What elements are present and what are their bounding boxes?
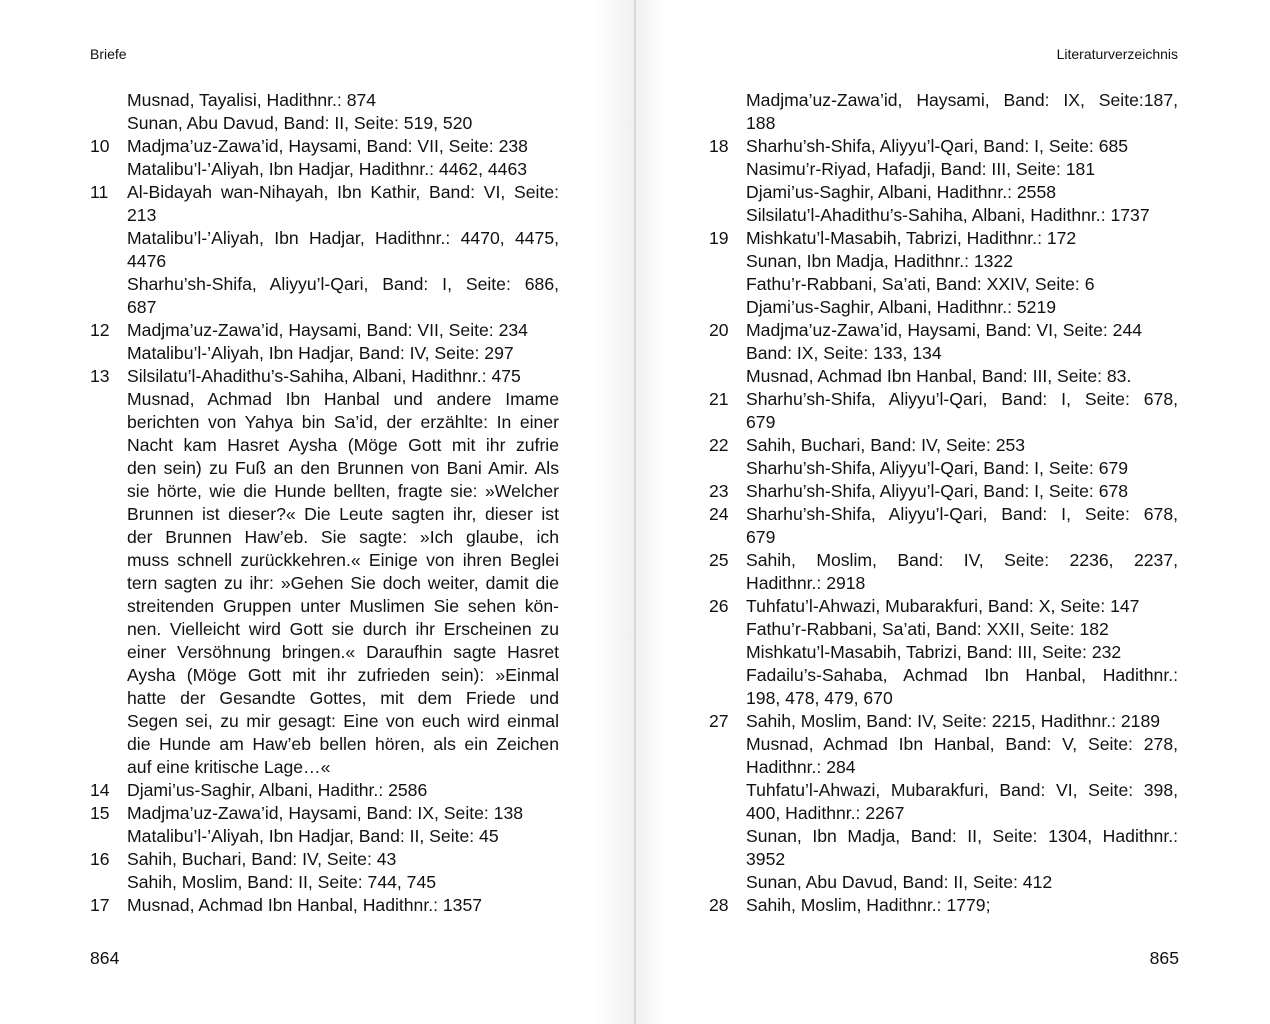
text-line: Sahih, Buchari, Band: IV, Seite: 43 [127, 849, 397, 869]
citation-text [746, 319, 1178, 388]
text-line: auf eine kritische Lage…« [127, 757, 331, 777]
footnote-number [709, 89, 746, 135]
text-line: Band: IX, Seite: 133, 134 [746, 343, 942, 363]
footnote-number: 10 [90, 136, 110, 156]
text-line: Matalibu’l-’Aliyah, Ibn Hadjar, Band: IV, Seite: 297 [127, 343, 514, 363]
text-line: Madjma’uz-Zawa’id, Haysami, Band: VII, Seite: 238 [127, 136, 528, 156]
footnote-number: 23 [709, 481, 729, 501]
text-line: Musnad, Achmad Ibn Hanbal, Hadithnr.: 1357 [127, 895, 483, 915]
citation-text [746, 480, 1178, 503]
text-line: Sahih, Moslim, Hadithnr.: 1779; [746, 895, 991, 915]
text-line: tern sagten zu ihr: »Gehen Sie doch weiter, damit die [127, 573, 559, 593]
text-line: Sunan, Abu Davud, Band: II, Seite: 412 [746, 872, 1053, 892]
text-line: Sharhu’sh-Shifa, Aliyyu’l-Qari, Band: I, Seite: 678, [746, 504, 1178, 524]
text-line: den sein) zu Fuß an den Brunnen von Bani Amir. Als [127, 458, 559, 478]
text-line: Musnad, Tayalisi, Hadithnr.: 874 [127, 90, 377, 110]
text-line: Silsilatu’l-Ahadithu’s-Sahiha, Albani, Hadithnr.: 475 [127, 366, 521, 386]
reference-entry [709, 227, 1178, 319]
text-line: 213 [127, 205, 157, 225]
footnote-number [90, 89, 127, 135]
text-line: Nacht kam Hasret Aysha (Möge Gott mit ihr zufrie [127, 435, 559, 455]
footnote-number: 27 [709, 711, 729, 731]
text-line: Aysha (Möge Gott mit ihr zufrieden sein): »Einmal [127, 665, 559, 685]
page-number: 864 [90, 948, 120, 968]
citation-text [746, 503, 1178, 549]
reference-entry [709, 319, 1178, 388]
left-page [0, 0, 634, 1024]
text-line: der Brunnen Haw’eb. Sie sagte: »Ich glaube, ich [127, 527, 559, 547]
reference-entry [709, 388, 1178, 434]
text-line: Musnad, Achmad Ibn Hanbal, Band: III, Seite: 83. [746, 366, 1132, 386]
citation-text [746, 549, 1178, 595]
footnote-number: 20 [709, 320, 729, 340]
reference-entry [90, 894, 559, 917]
text-line: nen. Vielleicht wird Gott sie durch ihr Erscheinen zu [127, 619, 559, 639]
text-line: Sharhu’sh-Shifa, Aliyyu’l-Qari, Band: I, Seite: 678, [746, 389, 1178, 409]
text-line: sie hörte, wie die Hunde bellten, fragte sie: »Welcher [127, 481, 559, 501]
text-line: Sahih, Moslim, Band: II, Seite: 744, 745 [127, 872, 437, 892]
text-line: Sharhu’sh-Shifa, Aliyyu’l-Qari, Band: I, Seite: 686, [127, 274, 559, 294]
text-line: Nasimu’r-Riyad, Hafadji, Band: III, Seite: 181 [746, 159, 1096, 179]
reference-entry [90, 779, 559, 802]
text-line: Fathu’r-Rabbani, Sa’ati, Band: XXII, Seite: 182 [746, 619, 1109, 639]
footnote-number: 15 [90, 803, 110, 823]
text-line: Musnad, Achmad Ibn Hanbal und andere Imame [127, 389, 559, 409]
text-line: 188 [746, 113, 776, 133]
text-line: berichten von Yahya bin Sa’id, der erzählte: In einer [127, 412, 559, 432]
text-line: Sharhu’sh-Shifa, Aliyyu’l-Qari, Band: I, Seite: 678 [746, 481, 1129, 501]
text-line: Sunan, Abu Davud, Band: II, Seite: 519, 520 [127, 113, 473, 133]
text-line: Segen sei, zu mir gesagt: Eine von euch wird einmal [127, 711, 559, 731]
footnote-number: 11 [90, 182, 109, 202]
text-line: 687 [127, 297, 157, 317]
footnote-number: 24 [709, 504, 729, 524]
text-line: Al-Bidayah wan-Nihayah, Ibn Kathir, Band: VI, Seite: [127, 182, 559, 202]
reference-entry [709, 549, 1178, 595]
citation-text [127, 802, 559, 848]
text-line: Djami’us-Saghir, Albani, Hadithr.: 2586 [127, 780, 428, 800]
text-line: Sahih, Buchari, Band: IV, Seite: 253 [746, 435, 1026, 455]
text-line: Mishkatu’l-Masabih, Tabrizi, Band: III, Seite: 232 [746, 642, 1122, 662]
citation-text [127, 894, 559, 917]
running-head: Briefe [90, 46, 127, 62]
text-line: Brunnen ist dieser?« Die Leute sagten ihr, dieser ist [127, 504, 559, 524]
reference-entry [709, 434, 1178, 480]
text-line: muss schnell zurückkehren.« Einige von ihren Beglei [127, 550, 559, 570]
text-line: Madjma’uz-Zawa’id, Haysami, Band: IX, Seite:187, [746, 90, 1178, 110]
footnote-number: 16 [90, 849, 110, 869]
reference-entry [90, 89, 559, 135]
footnote-number: 14 [90, 780, 110, 800]
text-line: Hadithnr.: 284 [746, 757, 856, 777]
text-line: Sharhu’sh-Shifa, Aliyyu’l-Qari, Band: I, Seite: 685 [746, 136, 1129, 156]
citation-text [746, 710, 1178, 894]
reference-entry [709, 480, 1178, 503]
text-line: Hadithnr.: 2918 [746, 573, 866, 593]
reference-entry [90, 848, 559, 894]
text-line: Matalibu’l-’Aliyah, Ibn Hadjar, Hadithnr.: 4470, 4475, [127, 228, 559, 248]
reference-list [709, 89, 1178, 917]
reference-entry [90, 135, 559, 181]
text-line: Tuhfatu’l-Ahwazi, Mubarakfuri, Band: X, Seite: 147 [746, 596, 1140, 616]
citation-text [127, 319, 559, 365]
reference-entry [90, 181, 559, 319]
footnote-number: 21 [709, 389, 729, 409]
citation-text [746, 434, 1178, 480]
citation-text [746, 135, 1178, 227]
reference-entry [709, 710, 1178, 894]
citation-text [127, 848, 559, 894]
right-page [636, 0, 1270, 1024]
text-line: Sunan, Ibn Madja, Hadithnr.: 1322 [746, 251, 1014, 271]
text-line: die Hunde am Haw’eb bellen hören, als ein Zeichen [127, 734, 559, 754]
citation-text [746, 89, 1178, 135]
text-line: einer Versöhnung bringen.« Daraufhin sagte Hasret [127, 642, 559, 662]
reference-entry [709, 894, 1178, 917]
page-number: 865 [1149, 948, 1179, 968]
text-line: Mishkatu’l-Masabih, Tabrizi, Hadithnr.: 172 [746, 228, 1077, 248]
footnote-number: 13 [90, 366, 110, 386]
citation-text [127, 89, 559, 135]
reference-list [90, 89, 559, 917]
text-line: Musnad, Achmad Ibn Hanbal, Band: V, Seite: 278, [746, 734, 1178, 754]
text-line: 679 [746, 412, 776, 432]
reference-entry [709, 595, 1178, 710]
text-line: Madjma’uz-Zawa’id, Haysami, Band: VI, Seite: 244 [746, 320, 1143, 340]
citation-text [127, 779, 559, 802]
text-line: 3952 [746, 849, 786, 869]
footnote-number: 26 [709, 596, 729, 616]
text-line: 400, Hadithnr.: 2267 [746, 803, 905, 823]
text-line: Sharhu’sh-Shifa, Aliyyu’l-Qari, Band: I, Seite: 679 [746, 458, 1129, 478]
footnote-number: 28 [709, 895, 729, 915]
reference-entry [709, 89, 1178, 135]
text-line: Silsilatu’l-Ahadithu’s-Sahiha, Albani, Hadithnr.: 1737 [746, 205, 1150, 225]
text-line: 198, 478, 479, 670 [746, 688, 893, 708]
footnote-number: 17 [90, 895, 110, 915]
footnote-number: 22 [709, 435, 729, 455]
reference-entry [709, 503, 1178, 549]
footnote-number: 19 [709, 228, 729, 248]
reference-entry [90, 319, 559, 365]
text-line: Madjma’uz-Zawa’id, Haysami, Band: IX, Seite: 138 [127, 803, 524, 823]
text-line: Fadailu’s-Sahaba, Achmad Ibn Hanbal, Hadithnr.: [746, 665, 1178, 685]
text-line: Fathu’r-Rabbani, Sa’ati, Band: XXIV, Seite: 6 [746, 274, 1095, 294]
footnote-number: 18 [709, 136, 729, 156]
citation-text [127, 181, 559, 319]
reference-entry [90, 365, 559, 779]
citation-text [746, 227, 1178, 319]
footnote-number: 12 [90, 320, 110, 340]
footnote-number: 25 [709, 550, 729, 570]
text-line: Sahih, Moslim, Band: IV, Seite: 2215, Hadithnr.: 2189 [746, 711, 1161, 731]
citation-text [127, 365, 559, 779]
text-line: 679 [746, 527, 776, 547]
reference-entry [709, 135, 1178, 227]
text-line: Madjma’uz-Zawa’id, Haysami, Band: VII, Seite: 234 [127, 320, 528, 340]
text-line: streitenden Gruppen unter Muslimen Sie sehen kön- [127, 596, 559, 616]
citation-text [746, 595, 1178, 710]
reference-entry [90, 802, 559, 848]
text-line: Tuhfatu’l-Ahwazi, Mubarakfuri, Band: VI, Seite: 398, [746, 780, 1178, 800]
text-line: Sahih, Moslim, Band: IV, Seite: 2236, 2237, [746, 550, 1178, 570]
running-head: Literaturverzeichnis [1056, 46, 1178, 62]
text-line: Matalibu’l-’Aliyah, Ibn Hadjar, Band: II, Seite: 45 [127, 826, 499, 846]
citation-text [746, 894, 1178, 917]
text-line: Matalibu’l-’Aliyah, Ibn Hadjar, Hadithnr.: 4462, 4463 [127, 159, 528, 179]
text-line: Sunan, Ibn Madja, Band: II, Seite: 1304, Hadithnr.: [746, 826, 1178, 846]
text-line: 4476 [127, 251, 167, 271]
citation-text [127, 135, 559, 181]
text-line: Djami’us-Saghir, Albani, Hadithnr.: 2558 [746, 182, 1057, 202]
text-line: Djami’us-Saghir, Albani, Hadithnr.: 5219 [746, 297, 1057, 317]
citation-text [746, 388, 1178, 434]
text-line: hatte der Gesandte Gottes, mit dem Friede und [127, 688, 559, 708]
